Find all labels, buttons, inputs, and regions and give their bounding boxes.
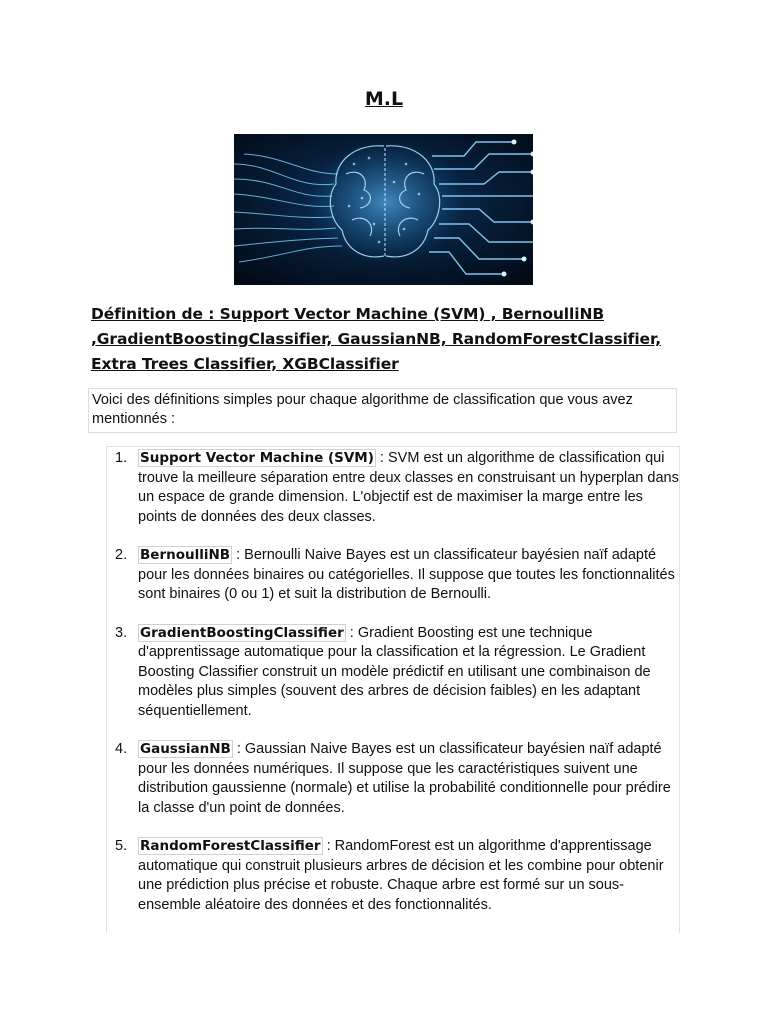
- item-text: : Bernoulli Naive Bayes est un classificateur bayésien naïf adapté pour les données binaires ou catégorielles. Il suppose que toutes les fonctionnalités sont binaires (0 ou 1) et suit la distribution de Bernoulli.: [138, 547, 675, 602]
- item-term: RandomForestClassifier: [140, 838, 321, 854]
- list-item: [107, 837, 679, 915]
- item-number: 1.: [115, 450, 128, 466]
- page-title: M.L: [364, 88, 404, 110]
- list-item: [107, 447, 679, 527]
- list-item: [107, 546, 679, 605]
- item-text: : SVM est un algorithme de classification qui trouve la meilleure séparation entre deux classes en construisant un hyperplan dans un espace de grande dimension. L'objectif est de maximiser la marge entre les points de données des deux classes.: [138, 450, 679, 525]
- item-term: Support Vector Machine (SVM): [140, 450, 374, 466]
- definitions-list: [107, 447, 679, 915]
- intro-paragraph: Voici des définitions simples pour chaque algorithme de classification que vous avez mentionnés :: [88, 388, 677, 433]
- item-number: 3.: [115, 624, 128, 641]
- item-term: GradientBoostingClassifier: [140, 624, 344, 641]
- item-number: 5.: [115, 838, 128, 854]
- item-text: : RandomForest est un algorithme d'apprentissage automatique qui construit plusieurs arbres de décision et les combine pour obtenir une prédiction plus précise et robuste. Chaque arbre est formé sur un sous-ensemble aléatoire des données et des fonctionnalités.: [138, 838, 664, 913]
- definitions-list-box: [106, 446, 680, 933]
- item-text: : Gaussian Naive Bayes est un classificateur bayésien naïf adapté pour les données numériques. Il suppose que les caractéristiques suivent une distribution gaussienne (normale) et utilise la probabilité conditionnelle pour prédire la classe d'un point de données.: [138, 741, 671, 816]
- section-heading: Définition de : Support Vector Machine (SVM) , BernoulliNB ,GradientBoostingClassifier, GaussianNB, RandomForestClassifier, Extra Trees Classifier, XGBClassifier: [91, 305, 662, 373]
- list-item: [107, 740, 679, 818]
- item-term: BernoulliNB: [140, 547, 231, 563]
- item-text: : Gradient Boosting est une technique d'apprentissage automatique pour la classification et la régression. Le Gradient Boosting Classifier construit un modèle prédictif en utilisant une combinaison de modèles plus simples (souvent des arbres de décision faibles) en les adaptant séquentiellement.: [138, 624, 651, 719]
- ai-brain-circuit-image: [234, 134, 533, 285]
- list-item: [107, 624, 679, 722]
- item-number: 2.: [115, 547, 128, 563]
- item-number: 4.: [115, 741, 128, 757]
- item-term: GaussianNB: [140, 741, 231, 757]
